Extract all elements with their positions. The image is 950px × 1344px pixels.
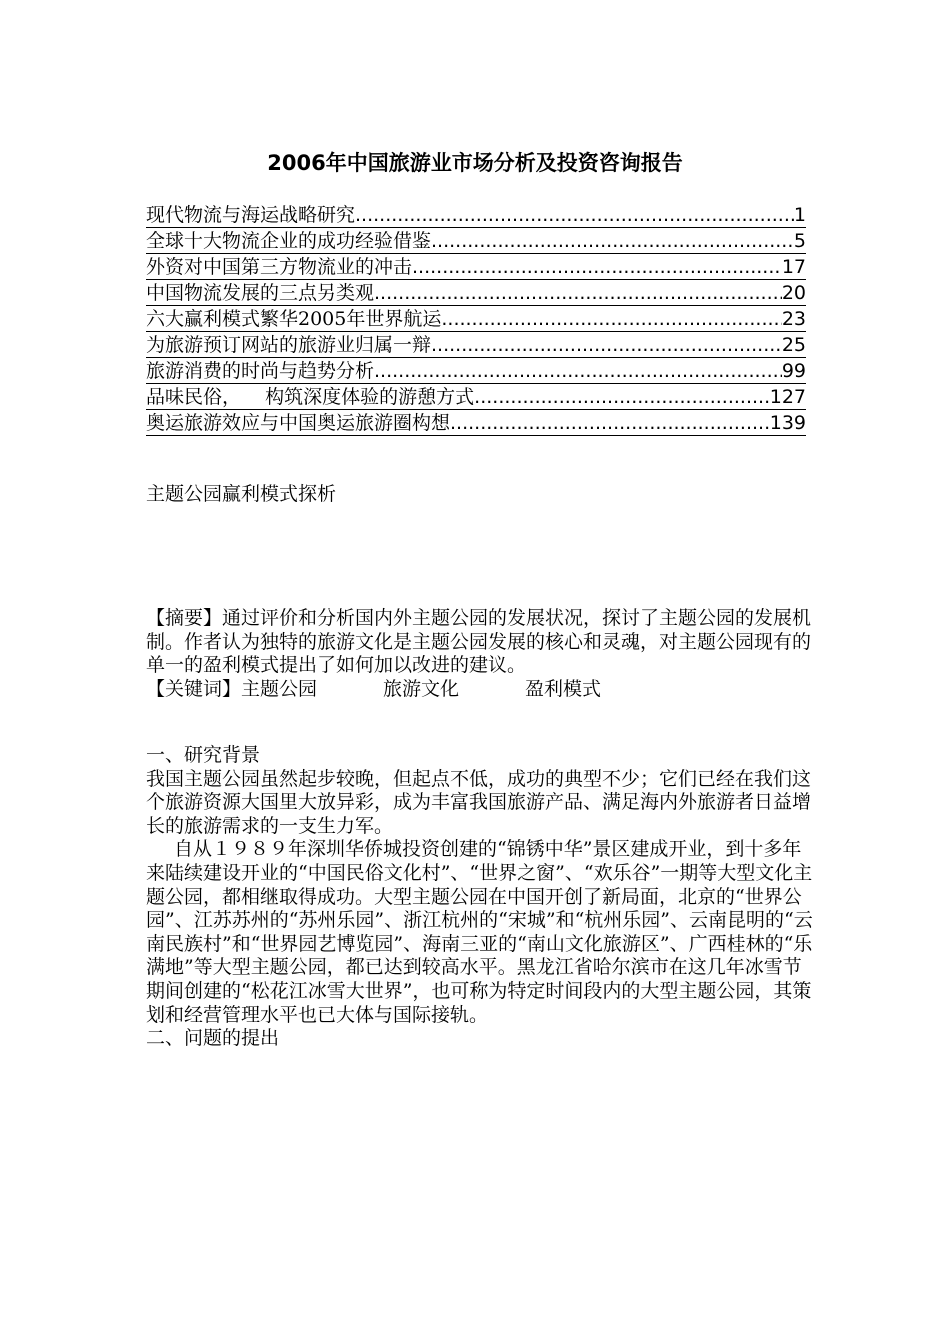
section-heading: 主题公园赢利模式探析 [146,483,337,505]
keyword-item: 盈利模式 [525,677,602,700]
toc-entry-page: 17 [781,256,806,278]
toc-entry-text: 品味民俗， 构筑深度体验的游憩方式 [146,386,475,408]
toc-entry-text: 外资对中国第三方物流业的冲击 [146,256,413,278]
toc-entry-text: 六大赢利模式繁华2005年世界航运 [146,308,442,330]
keyword-item: 旅游文化 [383,677,460,700]
toc-leader-dots [374,358,782,384]
toc-entry[interactable] [146,384,806,410]
toc-entry-text: 为旅游预订网站的旅游业归属一辩 [146,334,432,356]
toc-entry-page: 1 [793,204,806,226]
keywords-label: 【关键词】主题公园 [146,677,318,700]
toc-entry-text: 中国物流发展的三点另类观 [146,282,375,304]
subheading-research-background: 一、研究背景 [146,744,261,766]
toc-leader-dots [374,280,782,306]
toc-entry[interactable] [146,254,806,280]
toc-entry-page: 99 [781,360,806,382]
toc-entry[interactable] [146,202,806,228]
toc-entry-page: 23 [781,308,806,330]
toc-entry-text: 全球十大物流企业的成功经验借鉴 [146,230,432,252]
toc-entry[interactable] [146,332,806,358]
toc-leader-dots [450,410,770,436]
toc-leader-dots [355,202,794,228]
keywords-line [146,678,816,702]
subheading-problem-statement: 二、问题的提出 [146,1027,280,1050]
toc-entry[interactable] [146,280,806,306]
abstract-paragraph: 【摘要】通过评价和分析国内外主题公园的发展状况，探讨了主题公园的发展机制。作者认为独特的旅游文化是主题公园发展的核心和灵魂，对主题公园现有的单一的盈利模式提出了如何加以改进的建议。 [146,607,812,677]
toc-leader-dots [441,306,781,332]
body-paragraph: 我国主题公园虽然起步较晚，但起点不低，成功的典型不少；它们已经在我们这个旅游资源大国里大放异彩，成为丰富我国旅游产品、满足海内外旅游者日益增长的旅游需求的一支生力军。 [146,767,812,837]
toc-entry-text: 现代物流与海运战略研究 [146,204,356,226]
toc-entry[interactable] [146,306,806,332]
toc-leader-dots [474,384,770,410]
toc-entry-text: 旅游消费的时尚与趋势分析 [146,360,375,382]
toc-entry-page: 25 [781,334,806,356]
toc-entry-page: 5 [793,230,806,252]
body-paragraph: 自从１９８９年深圳华侨城投资创建的“锦锈中华”景区建成开业，到十多年来陆续建设开业的“中国民俗文化村”、“世界之窗”、“欢乐谷”一期等大型文化主题公园，都相继取得成功。大型主题公园在中国开创了新局面，北京的“世界公园”、江苏苏州的“苏州乐园”、浙江杭州的“宋城”和“杭州乐园”、云南昆明的“云南民族村”和“世界园艺博览园”、海南三亚的“南山文化旅游区”、广西桂林的“乐满地”等大型主题公园，都已达到较高水平。黑龙江省哈尔滨市在这几年冰雪节期间创建的“松花江冰雪大世界”，也可称为特定时间段内的大型主题公园，其策划和经营管理水平也已大体与国际接轨。 [146,838,813,1026]
toc-entry-page: 20 [781,282,806,304]
toc-entry-page: 127 [769,386,806,408]
toc-entry-text: 奥运旅游效应与中国奥运旅游圈构想 [146,412,451,434]
toc-entry[interactable] [146,228,806,254]
body-content [146,744,816,1051]
toc-leader-dots [431,332,782,358]
toc-leader-dots [431,228,794,254]
toc-entry[interactable] [146,358,806,384]
toc-entry[interactable] [146,410,806,436]
table-of-contents [146,202,806,436]
toc-entry-page: 139 [769,412,806,434]
abstract-block [146,607,816,701]
document-title: 2006年中国旅游业市场分析及投资咨询报告 [267,151,683,175]
toc-leader-dots [412,254,782,280]
